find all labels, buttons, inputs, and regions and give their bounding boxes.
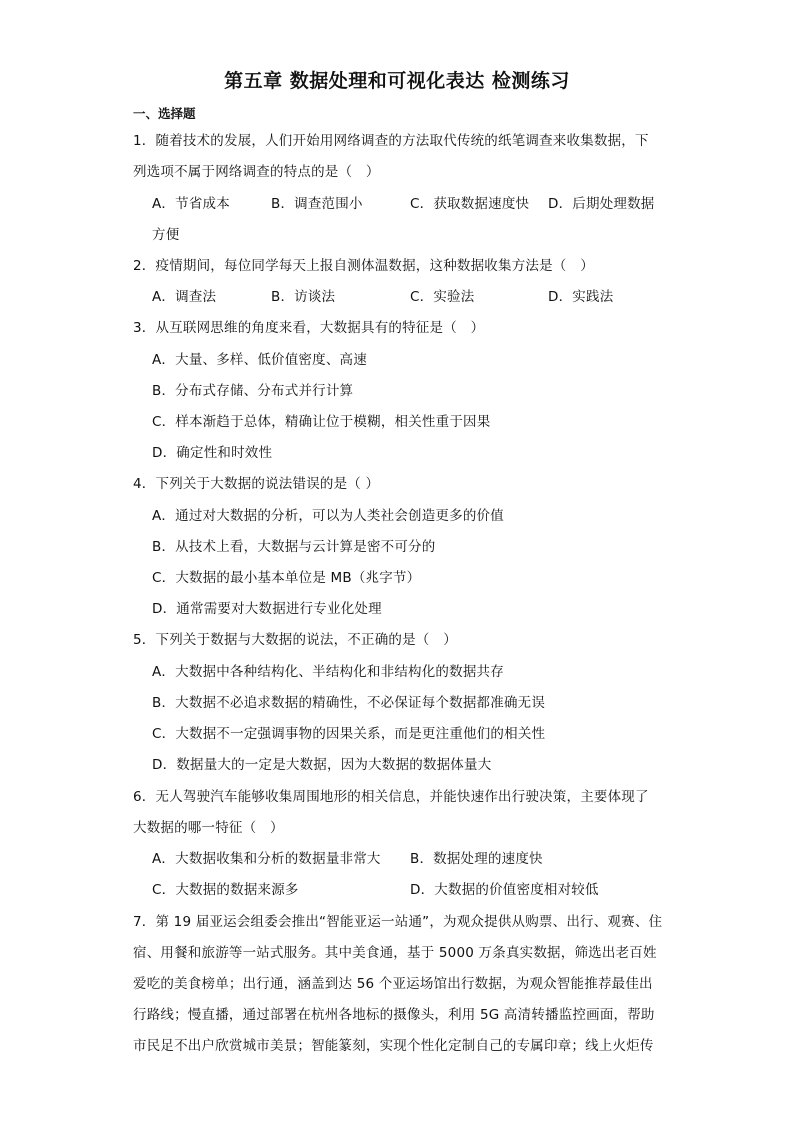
q5-option-c: C．大数据不一定强调事物的因果关系，而是更注重他们的相关性 [152, 726, 546, 742]
q3-option-c: C．样本渐趋于总体，精确让位于模糊，相关性重于因果 [152, 414, 491, 430]
q4-option-a: A．通过对大数据的分析，可以为人类社会创造更多的价值 [152, 508, 504, 524]
q6-stem-line-1: 6．无人驾驶汽车能够收集周围地形的相关信息，并能快速作出行驶决策，主要体现了 [133, 789, 649, 805]
section-heading: 一、选择题 [133, 106, 196, 121]
q1-option-a: A．节省成本 [152, 196, 230, 212]
q1-option-b: B．调查范围小 [271, 196, 363, 212]
q4-option-b: B．从技术上看，大数据与云计算是密不可分的 [152, 539, 436, 555]
q2-stem: 2．疫情期间，每位同学每天上报自测体温数据，这种数据收集方法是（ ） [133, 258, 594, 274]
q7-stem-line-5: 市民足不出户欣赏城市美景；智能篆刻，实现个性化定制自己的专属印章；线上火炬传 [133, 1038, 654, 1054]
q3-stem: 3．从互联网思维的角度来看，大数据具有的特征是（ ） [133, 320, 485, 336]
q7-stem-line-4: 行路线；慢直播，通过部署在杭州各地标的摄像头，利用 5G 高清转播监控画面，帮助 [133, 1007, 655, 1023]
q3-option-a: A．大量、多样、低价值密度、高速 [152, 352, 367, 368]
q6-option-b: B．数据处理的速度快 [410, 851, 543, 867]
q7-stem-line-3: 爱吃的美食榜单；出行通，涵盖到达 56 个亚运场馆出行数据，为观众智能推荐最佳出 [133, 976, 653, 992]
q6-option-d: D．大数据的价值密度相对较低 [410, 882, 599, 898]
q4-option-d: D．通常需要对大数据进行专业化处理 [152, 601, 382, 617]
q2-option-b: B．访谈法 [271, 289, 336, 305]
q1-option-d-continued: 方便 [152, 227, 180, 243]
page-title: 第五章 数据处理和可视化表达 检测练习 [224, 70, 570, 92]
q5-option-d: D．数据量大的一定是大数据，因为大数据的数据体量大 [152, 757, 492, 773]
q1-option-c: C．获取数据速度快 [410, 196, 530, 212]
q1-option-d: D．后期处理数据 [548, 196, 655, 212]
q4-option-c: C．大数据的最小基本单位是 MB（兆字节） [152, 570, 421, 586]
q4-stem: 4．下列关于大数据的说法错误的是（ ） [133, 476, 380, 492]
q5-option-b: B．大数据不必追求数据的精确性，不必保证每个数据都准确无误 [152, 695, 546, 711]
q7-stem-line-1: 7．第 19 届亚运会组委会推出“智能亚运一站通”，为观众提供从购票、出行、观赛、住 [133, 914, 663, 930]
q3-option-b: B．分布式存储、分布式并行计算 [152, 383, 354, 399]
q5-stem: 5．下列关于数据与大数据的说法，不正确的是（ ） [133, 632, 457, 648]
q6-option-a: A．大数据收集和分析的数据量非常大 [152, 851, 381, 867]
q6-stem-line-2: 大数据的哪一特征（ ） [133, 820, 284, 836]
q1-stem-line-1: 1．随着技术的发展，人们开始用网络调查的方法取代传统的纸笔调查来收集数据，下 [133, 133, 649, 149]
q7-stem-line-2: 宿、用餐和旅游等一站式服务。其中美食通，基于 5000 万条真实数据，筛选出老百姓 [133, 945, 657, 961]
q5-option-a: A．大数据中各种结构化、半结构化和非结构化的数据共存 [152, 664, 504, 680]
q2-option-d: D．实践法 [548, 289, 614, 305]
q1-stem-line-2: 列选项不属于网络调查的特点的是（ ） [133, 164, 380, 180]
q6-option-c: C．大数据的数据来源多 [152, 882, 299, 898]
q3-option-d: D．确定性和时效性 [152, 445, 273, 461]
q2-option-a: A．调查法 [152, 289, 217, 305]
q2-option-c: C．实验法 [410, 289, 475, 305]
